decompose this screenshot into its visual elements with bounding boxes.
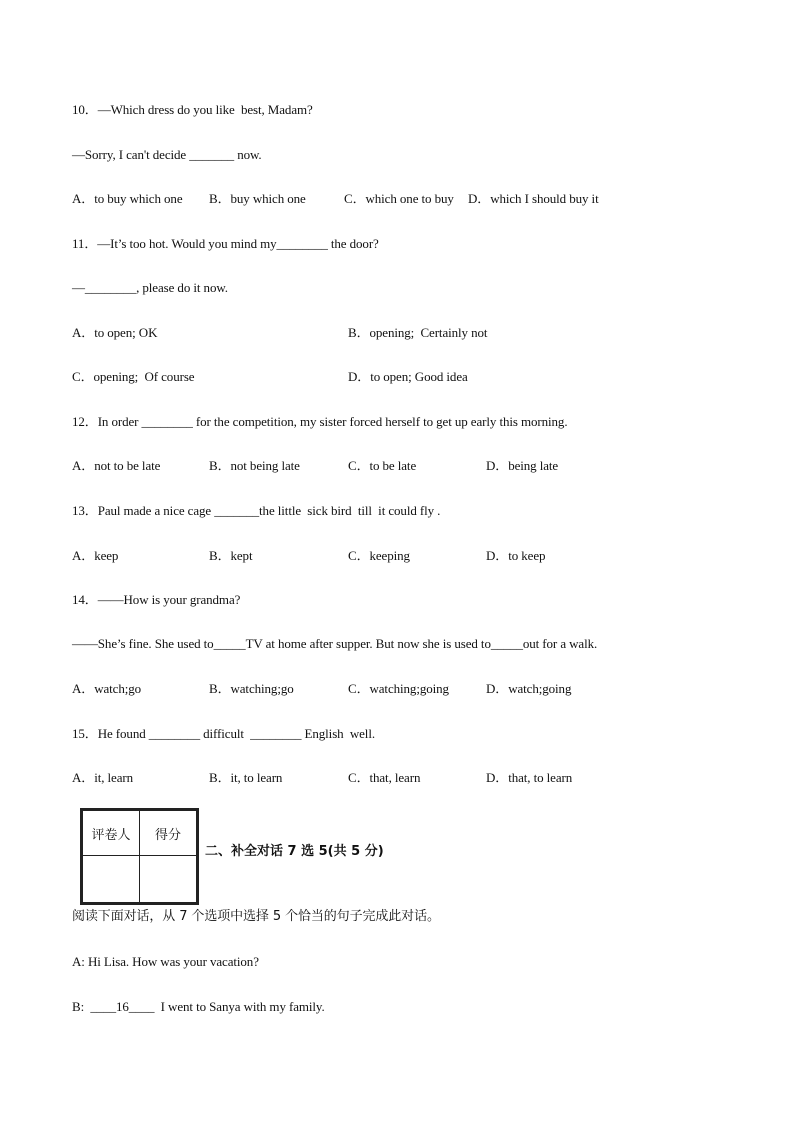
option-c: C．keeping xyxy=(348,548,410,563)
section-instruction: 阅读下面对话，从 7 个选项中选择 5 个恰当的句子完成此对话。 xyxy=(72,909,440,924)
question-response: —________, please do it now. xyxy=(72,280,228,295)
option-b: B．watching;go xyxy=(209,681,294,696)
grader-cell xyxy=(82,856,140,904)
option-d: D．to open; Good idea xyxy=(348,369,468,384)
option-d: D．that, to learn xyxy=(486,770,573,785)
score-table xyxy=(80,808,199,905)
question-stem: 12．In order ________ for the competition, my sister forced herself to get up early this morning. xyxy=(72,414,568,429)
option-a: A．keep xyxy=(72,548,119,563)
option-d: D．being late xyxy=(486,458,559,473)
option-c: C．watching;going xyxy=(348,681,449,696)
score-label: 得分 xyxy=(140,810,198,856)
section-title: 二、补全对话 7 选 5(共 5 分) xyxy=(205,844,384,859)
question-stem: 14．——How is your grandma? xyxy=(72,592,241,607)
option-d: D．which I should buy it xyxy=(468,191,599,206)
option-c: C．to be late xyxy=(348,458,417,473)
option-a: A．watch;go xyxy=(72,681,142,696)
score-cell xyxy=(140,856,198,904)
dialogue-line-b: B: ____16____ I went to Sanya with my family. xyxy=(72,999,325,1014)
option-b: B．it, to learn xyxy=(209,770,283,785)
question-stem: 10．—Which dress do you like best, Madam? xyxy=(72,102,313,117)
option-d: D．watch;going xyxy=(486,681,572,696)
option-b: B．buy which one xyxy=(209,191,306,206)
option-c: C．opening; Of course xyxy=(72,369,195,384)
option-a: A．to buy which one xyxy=(72,191,183,206)
option-b: B．opening; Certainly not xyxy=(348,325,488,340)
question-response: ——She’s fine. She used to_____TV at home after supper. But now she is used to_____out for a walk. xyxy=(72,636,598,651)
dialogue-line-a: A: Hi Lisa. How was your vacation? xyxy=(72,954,259,969)
option-c: C．which one to buy xyxy=(344,191,454,206)
question-response: —Sorry, I can't decide _______ now. xyxy=(72,147,262,162)
option-c: C．that, learn xyxy=(348,770,421,785)
option-a: A．not to be late xyxy=(72,458,161,473)
option-d: D．to keep xyxy=(486,548,546,563)
question-stem: 13．Paul made a nice cage _______the little sick bird till it could fly . xyxy=(72,503,441,518)
grader-label: 评卷人 xyxy=(82,810,140,856)
option-b: B．not being late xyxy=(209,458,300,473)
question-stem: 11．—It’s too hot. Would you mind my________ the door? xyxy=(72,236,379,251)
question-stem: 15．He found ________ difficult ________ English well. xyxy=(72,726,375,741)
option-a: A．it, learn xyxy=(72,770,133,785)
option-b: B．kept xyxy=(209,548,253,563)
option-a: A．to open; OK xyxy=(72,325,158,340)
